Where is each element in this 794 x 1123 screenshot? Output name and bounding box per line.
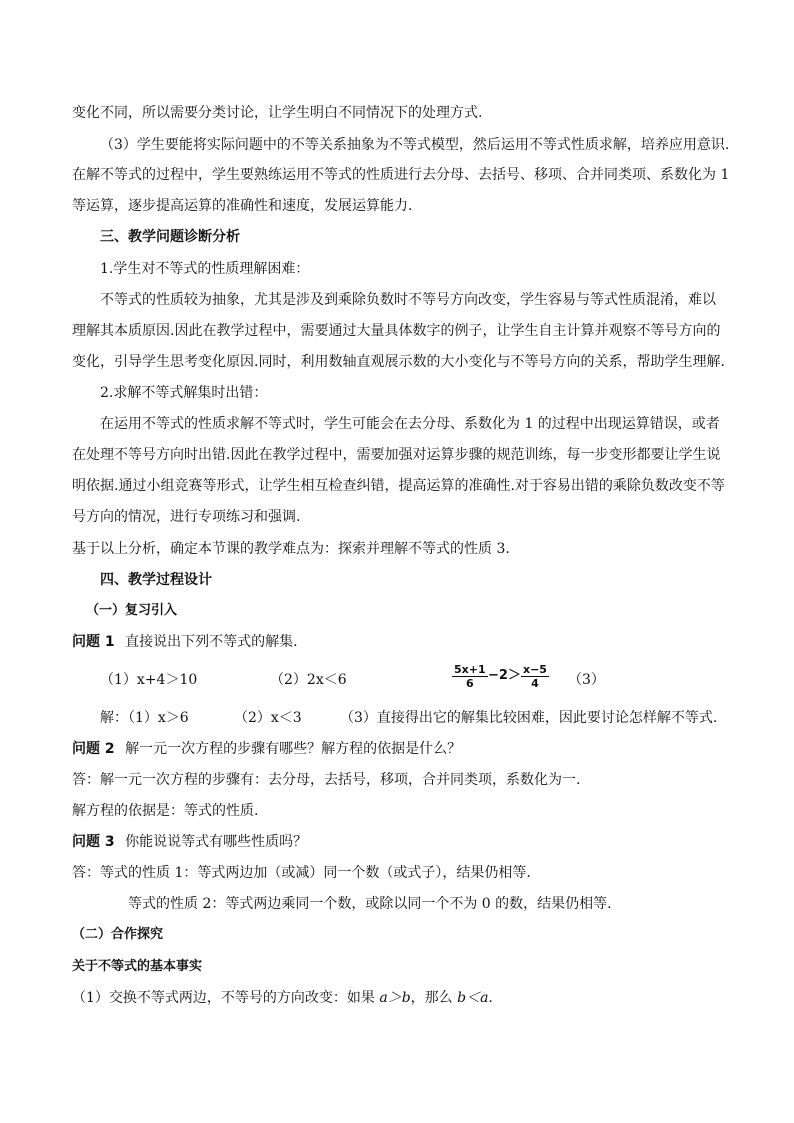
section-heading: 四、教学过程设计	[100, 572, 212, 588]
paragraph-line: 在解不等式的过程中，学生要熟练运用不等式的性质进行去分母、去括号、移项、合并同类项、系数化为 1	[72, 167, 730, 183]
question-text: 解一元一次方程的步骤有哪些？解方程的依据是什么？	[125, 741, 462, 757]
question-label: 问题 1	[72, 634, 115, 650]
paragraph-line: 理解其本质原因.因此在教学过程中，需要通过大量具体数字的例子，让学生自主计算并观察不等号方向的	[72, 323, 721, 339]
fraction-numerator: 5x+1	[454, 663, 486, 676]
question-line	[72, 632, 732, 652]
exercise-2: （2）2x＜6	[270, 672, 347, 688]
subsection-heading: （一）复习引入	[86, 603, 178, 618]
fraction-right	[521, 663, 549, 690]
question-text: 直接说出下列不等式的解集.	[125, 634, 298, 650]
paragraph-line: 在运用不等式的性质求解不等式时，学生可能会在去分母、系数化为 1 的过程中出现运算错误，或者	[100, 416, 720, 432]
section-heading: 三、教学问题诊断分析	[100, 229, 240, 245]
paragraph-line: 变化不同，所以需要分类讨论，让学生明白不同情况下的处理方式.	[72, 105, 483, 121]
subsection-title: 1.学生对不等式的性质理解困难：	[100, 261, 310, 277]
answer-3: （3）直接得出它的解集比较困难，因此要讨论怎样解不等式.	[340, 710, 718, 726]
paragraph-line: 不等式的性质较为抽象，尤其是涉及到乘除负数时不等号方向改变，学生容易与等式性质混淆，难以	[100, 292, 716, 308]
question-label: 问题 2	[72, 741, 115, 757]
paragraph-line: 号方向的情况，进行专项练习和强调.	[72, 509, 301, 525]
paragraph-line: 明依据.通过小组竞赛等形式，让学生相互检查纠错，提高运算的准确性.对于容易出错的乘除负数改变不等	[72, 478, 725, 494]
fraction-numerator: x−5	[523, 663, 547, 676]
answer-1: 解：（1）x＞6	[100, 710, 189, 726]
fact-text: （1）交换不等式两边，不等号的方向改变：如果	[72, 990, 380, 1006]
fact-text: ，那么	[410, 990, 458, 1006]
answer-2: （2）x＜3	[234, 710, 302, 726]
inequality-operator: −2＞	[488, 668, 521, 683]
subsection-heading: （二）合作探究	[72, 927, 164, 942]
answer-line: 等式的性质 2：等式两边乘同一个数，或除以同一个不为 0 的数，结果仍相等.	[128, 896, 612, 912]
fact-inequality: b＜a.	[457, 990, 493, 1006]
subsection-heading: 关于不等式的基本事实	[72, 959, 203, 974]
paragraph-line: 等运算，逐步提高运算的准确性和速度，发展运算能力.	[72, 198, 413, 214]
paragraph-line: 在处理不等号方向时出错.因此在教学过程中，需要加强对运算步骤的规范训练，每一步变形都要让学生说	[72, 447, 721, 463]
paragraph-line: 基于以上分析，确定本节课的教学难点为：探索并理解不等式的性质 3.	[72, 541, 510, 557]
exercise-1: （1）x+4＞10	[100, 672, 198, 688]
question-line	[72, 739, 732, 759]
question-label: 问题 3	[72, 834, 115, 850]
fact-line	[72, 988, 732, 1008]
answer-line: 答：等式的性质 1：等式两边加（或减）同一个数（或式子），结果仍相等.	[72, 865, 531, 881]
question-line	[72, 832, 732, 852]
subsection-title: 2.求解不等式解集时出错：	[100, 385, 268, 401]
exercise-3-label: （3）	[568, 672, 605, 688]
paragraph-line: （3）学生要能将实际问题中的不等关系抽象为不等式模型，然后运用不等式性质求解，培养应用意识.	[100, 137, 730, 153]
answer-line: 答：解一元一次方程的步骤有：去分母，去括号，移项，合并同类项，系数化为一.	[72, 772, 581, 788]
fact-inequality: a＞b	[379, 990, 411, 1006]
fraction-denominator: 6	[452, 676, 488, 690]
question-text: 你能说说等式有哪些性质吗？	[125, 834, 308, 850]
fraction-left	[452, 663, 488, 690]
answer-line: 解方程的依据是：等式的性质.	[72, 803, 259, 819]
paragraph-line: 变化，引导学生思考变化原因.同时，利用数轴直观展示数的大小变化与不等号方向的关系，帮助学生理解.	[72, 354, 725, 370]
fraction-denominator: 4	[521, 676, 549, 690]
